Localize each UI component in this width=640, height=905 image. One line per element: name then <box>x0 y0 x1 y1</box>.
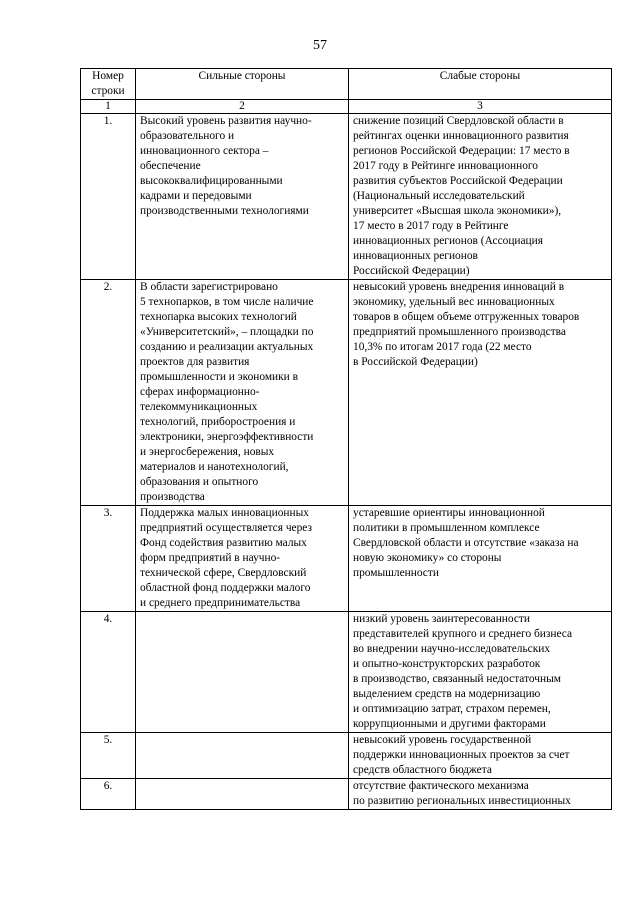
weakness-line: выделением средств на модернизацию <box>353 688 541 700</box>
table-row <box>81 612 612 733</box>
table-header-row <box>81 69 612 100</box>
strength-line: технопарка высоких технологий <box>140 311 297 323</box>
table-body <box>81 114 612 810</box>
weakness-line: устаревшие ориентиры инновационной <box>353 507 545 519</box>
strength-line: созданию и реализации актуальных <box>140 341 314 353</box>
row-number: 1. <box>81 114 136 280</box>
strength-line: образовательного и <box>140 130 235 142</box>
weakness-line: по развитию региональных инвестиционных <box>353 795 571 807</box>
strength-line: 5 технопарков, в том числе наличие <box>140 296 314 308</box>
strength-line: кадрами и передовыми <box>140 190 252 202</box>
header-strengths: Сильные стороны <box>136 69 349 100</box>
strength-cell <box>136 733 349 779</box>
weakness-line: рейтингах оценки инновационного развития <box>353 130 569 142</box>
weakness-cell <box>349 733 612 779</box>
weakness-line: поддержки инновационных проектов за счет <box>353 749 570 761</box>
weakness-cell <box>349 612 612 733</box>
column-number: 2 <box>136 100 349 114</box>
strength-line: Фонд содействия развитию малых <box>140 537 307 549</box>
weakness-line: инновационных регионов <box>353 250 478 262</box>
row-number: 3. <box>81 506 136 612</box>
row-number: 2. <box>81 280 136 506</box>
strength-line: промышленности и экономики в <box>140 371 299 383</box>
strength-line: В области зарегистрировано <box>140 281 278 293</box>
weakness-line: в производство, связанный недостаточным <box>353 673 561 685</box>
strength-line: областной фонд поддержки малого <box>140 582 311 594</box>
weakness-line: 17 место в 2017 году в Рейтинге <box>353 220 509 232</box>
weakness-line: и оптимизацию затрат, страхом перемен, <box>353 703 551 715</box>
weakness-line: невысокий уровень внедрения инноваций в <box>353 281 565 293</box>
weakness-line: низкий уровень заинтересованности <box>353 613 531 625</box>
strength-cell <box>136 779 349 810</box>
weakness-line: новую экономику» со стороны <box>353 552 502 564</box>
strength-line: «Университетский», – площадки по <box>140 326 314 338</box>
weakness-line: экономику, удельный вес инновационных <box>353 296 555 308</box>
strength-line: и среднего предпринимательства <box>140 597 301 609</box>
strength-line: производства <box>140 491 205 503</box>
strength-cell <box>136 612 349 733</box>
strength-line: сферах информационно- <box>140 386 260 398</box>
column-number-row <box>81 100 612 114</box>
strength-line: проектов для развития <box>140 356 250 368</box>
strength-line: высококвалифицированными <box>140 175 283 187</box>
weakness-line: университет «Высшая школа экономики»), <box>353 205 562 217</box>
swot-table <box>80 68 612 810</box>
header-row-number-line: строки <box>91 85 125 97</box>
header-row-number <box>81 69 136 100</box>
weakness-cell <box>349 114 612 280</box>
strength-line: производственными технологиями <box>140 205 309 217</box>
weakness-cell <box>349 779 612 810</box>
header-row-number-line: Номер <box>92 70 124 82</box>
strength-cell <box>136 506 349 612</box>
weakness-line: политики в промышленном комплексе <box>353 522 540 534</box>
table-row <box>81 114 612 280</box>
strength-line: инновационного сектора – <box>140 145 269 157</box>
weakness-line: развития субъектов Российской Федерации <box>353 175 563 187</box>
strength-line: материалов и нанотехнологий, <box>140 461 289 473</box>
strength-line: форм предприятий в научно- <box>140 552 281 564</box>
weakness-line: в Российской Федерации) <box>353 356 478 368</box>
weakness-line: отсутствие фактического механизма <box>353 780 529 792</box>
strength-line: электроники, энергоэффективности <box>140 431 314 443</box>
weakness-line: регионов Российской Федерации: 17 место в <box>353 145 570 157</box>
header-weaknesses: Слабые стороны <box>349 69 612 100</box>
row-number: 6. <box>81 779 136 810</box>
strength-line: технической сфере, Свердловский <box>140 567 307 579</box>
strength-line: и энергосбережения, новых <box>140 446 275 458</box>
column-number: 1 <box>81 100 136 114</box>
weakness-line: невысокий уровень государственной <box>353 734 532 746</box>
weakness-line: инновационных регионов (Ассоциация <box>353 235 543 247</box>
weakness-line: 10,3% по итогам 2017 года (22 место <box>353 341 532 353</box>
strength-cell <box>136 114 349 280</box>
weakness-line: товаров в общем объеме отгруженных товаров <box>353 311 580 323</box>
strength-line: обеспечение <box>140 160 201 172</box>
weakness-line: предприятий промышленного производства <box>353 326 566 338</box>
strength-line: технологий, приборостроения и <box>140 416 296 428</box>
strength-line: предприятий осуществляется через <box>140 522 312 534</box>
column-number: 3 <box>349 100 612 114</box>
weakness-line: и опытно-конструкторских разработок <box>353 658 541 670</box>
weakness-cell <box>349 280 612 506</box>
table-row <box>81 506 612 612</box>
strength-line: Поддержка малых инновационных <box>140 507 309 519</box>
weakness-line: снижение позиций Свердловской области в <box>353 115 564 127</box>
strength-line: Высокий уровень развития научно- <box>140 115 312 127</box>
table-row <box>81 779 612 810</box>
weakness-line: средств областного бюджета <box>353 764 492 776</box>
weakness-line: Российской Федерации) <box>353 265 470 277</box>
weakness-line: коррупционными и другими факторами <box>353 718 546 730</box>
weakness-line: 2017 году в Рейтинге инновационного <box>353 160 539 172</box>
row-number: 4. <box>81 612 136 733</box>
strength-line: телекоммуникационных <box>140 401 258 413</box>
table-row <box>81 733 612 779</box>
weakness-line: представителей крупного и среднего бизнеса <box>353 628 573 640</box>
table-row <box>81 280 612 506</box>
strength-line: образования и опытного <box>140 476 259 488</box>
weakness-line: во внедрении научно-исследовательских <box>353 643 551 655</box>
weakness-line: (Национальный исследовательский <box>353 190 525 202</box>
strength-cell <box>136 280 349 506</box>
row-number: 5. <box>81 733 136 779</box>
page-number: 57 <box>313 38 327 53</box>
weakness-line: Свердловской области и отсутствие «заказа на <box>353 537 579 549</box>
weakness-line: промышленности <box>353 567 439 579</box>
weakness-cell <box>349 506 612 612</box>
